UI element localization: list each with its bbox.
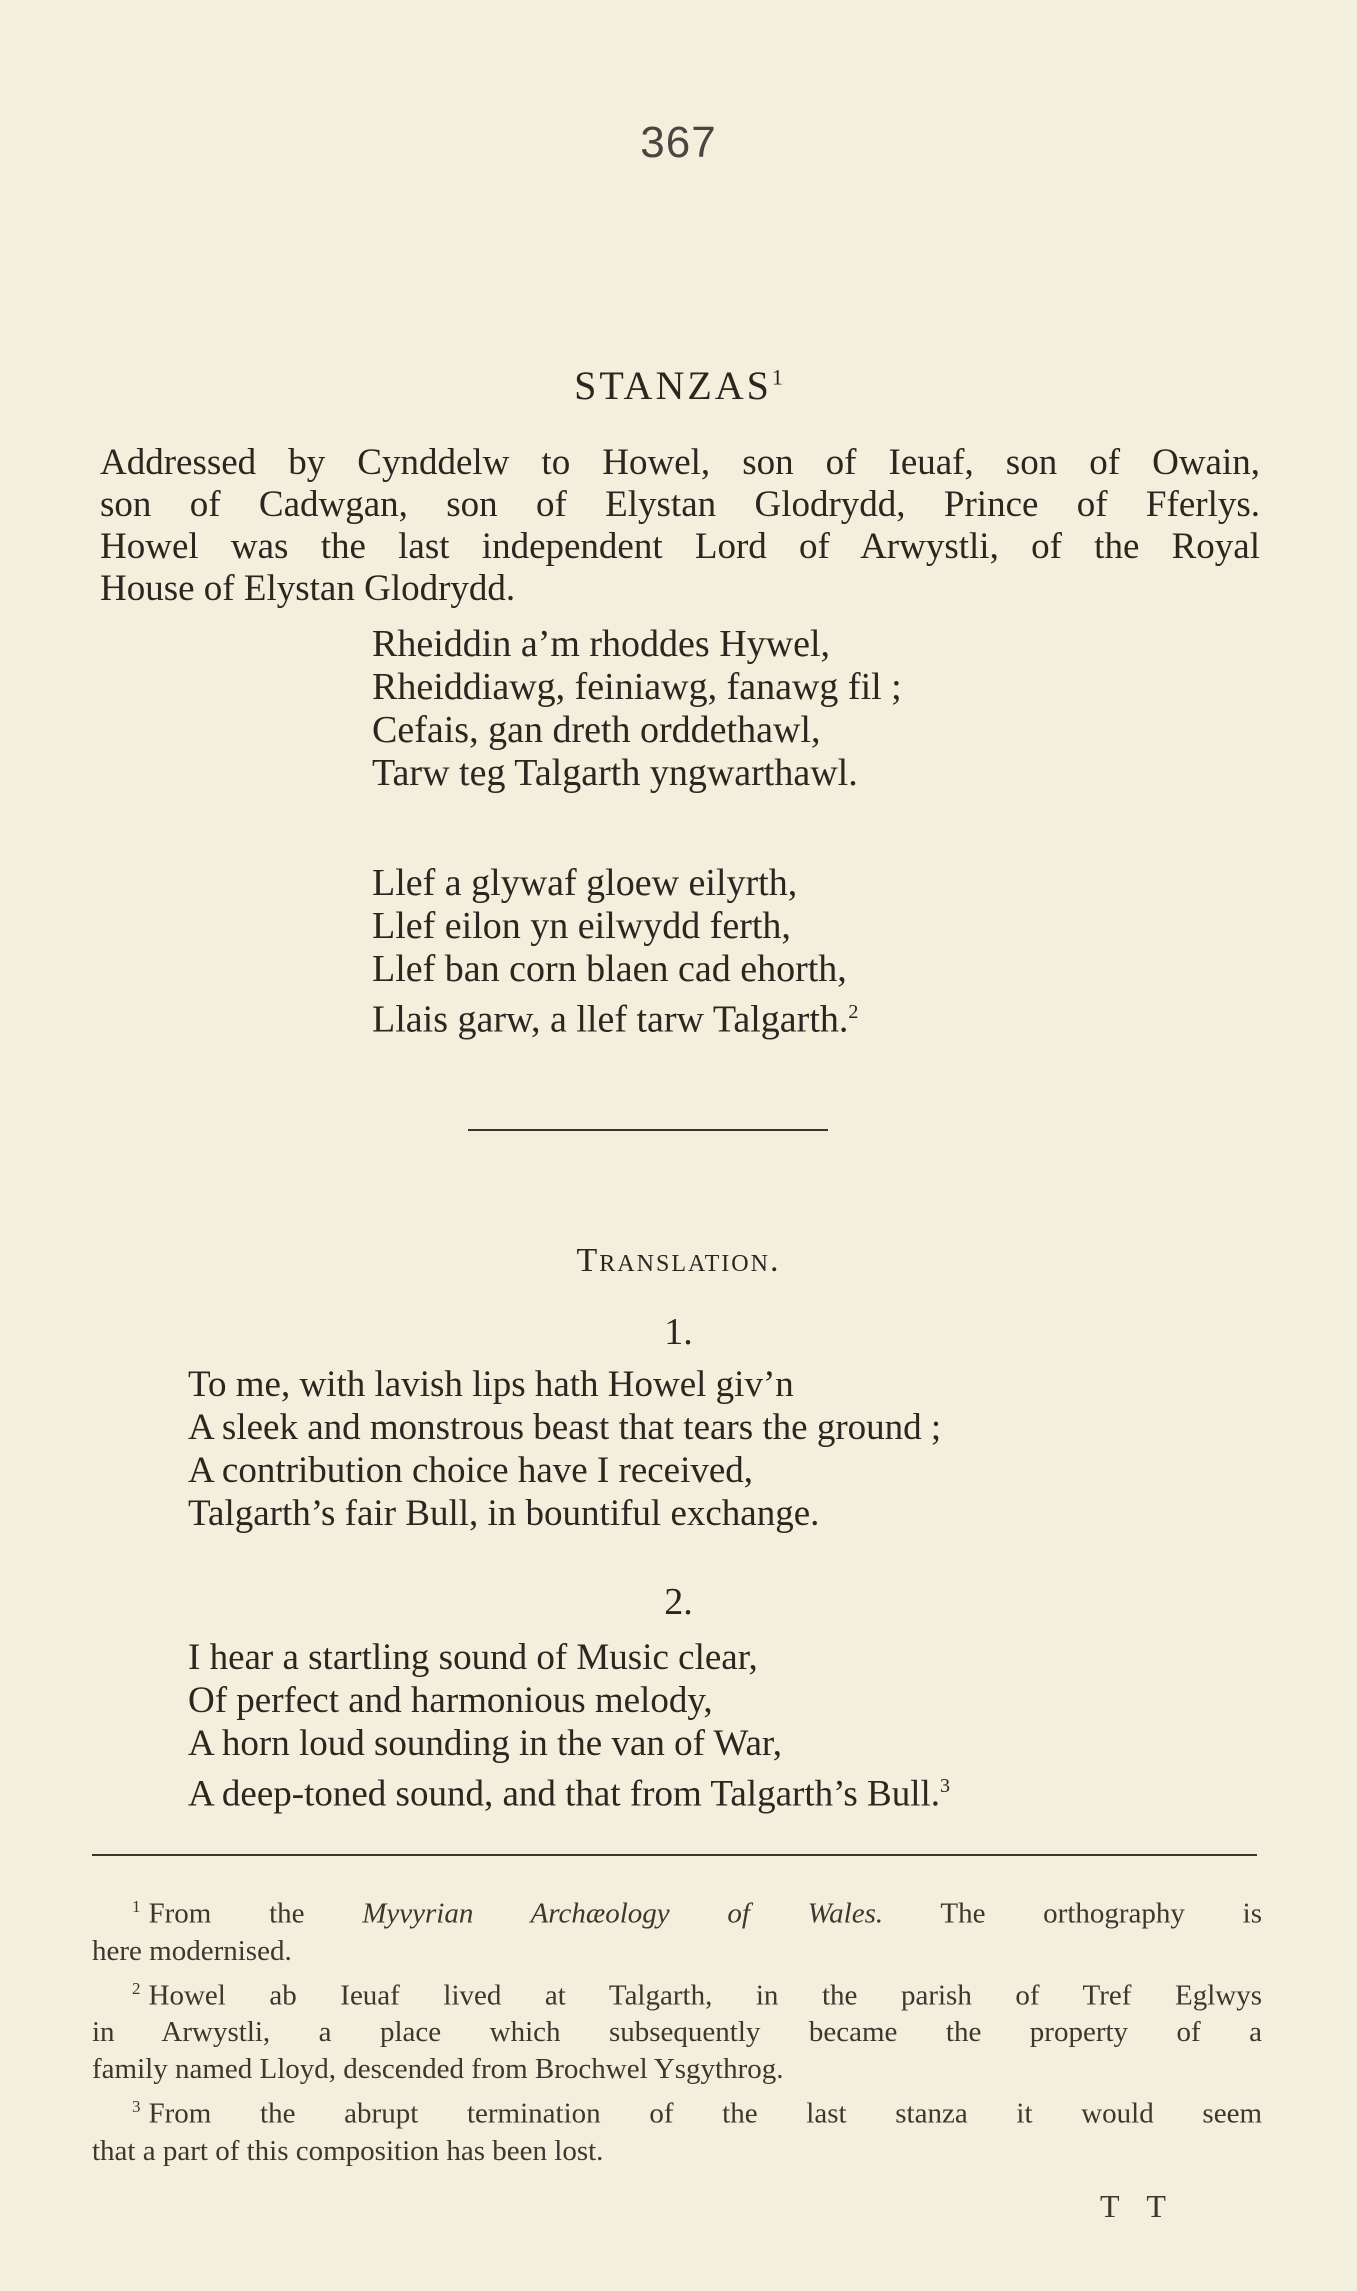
verse-line: Llef a glywaf gloew eilyrth, — [372, 862, 798, 904]
welsh-stanza-2 — [372, 862, 858, 1042]
verse-line: Of perfect and harmonious melody, — [188, 1680, 713, 1721]
signature-mark: T T — [1100, 2188, 1176, 2224]
intro-line: Addressed by Cynddelw to Howel, son of Ieuaf, son of Owain, — [100, 442, 1260, 483]
footnote-1-line — [92, 1888, 1262, 1933]
footnote-mark-2: 2 — [848, 1001, 859, 1023]
footnote-text: From the abrupt termination of the last stanza it would seem — [148, 2097, 1262, 2130]
translation-stanza-number-1: 1. — [664, 1311, 693, 1353]
footnote-3-line: that a part of this composition has been lost. — [92, 2134, 604, 2167]
footnote-mark: 1 — [132, 1897, 141, 1916]
verse-line: Llef eilon yn eilwydd ferth, — [372, 905, 791, 947]
verse-line: A horn loud sounding in the van of War, — [188, 1723, 782, 1764]
section-divider — [468, 1129, 828, 1131]
footnote-2-line — [92, 1970, 1262, 2015]
page-title — [0, 362, 1357, 409]
title-footnote-mark: 1 — [771, 364, 783, 390]
verse-line: Rheiddiawg, feiniawg, fanawg fil ; — [372, 666, 902, 708]
verse-line: Llef ban corn blaen cad ehorth, — [372, 948, 847, 990]
translation-stanza-2 — [188, 1636, 950, 1815]
intro-paragraph — [100, 442, 1260, 610]
footnote-2-line: in Arwystli, a place which subsequently became the property of a — [92, 2016, 1262, 2049]
footnote-book-title: Myvyrian Archæology of Wales. — [362, 1897, 884, 1930]
translation-stanza-1 — [188, 1363, 941, 1535]
verse-line — [372, 991, 858, 1042]
verse-line: Cefais, gan dreth orddethawl, — [372, 709, 821, 751]
footnote-mark: 2 — [132, 1978, 141, 1998]
intro-line: House of Elystan Glodrydd. — [100, 568, 516, 609]
verse-line: To me, with lavish lips hath Howel giv’n — [188, 1364, 794, 1405]
footnote-1-line: here modernised. — [92, 1934, 292, 1967]
verse-line: A contribution choice have I received, — [188, 1450, 754, 1491]
verse-line: A sleek and monstrous beast that tears the ground ; — [188, 1407, 942, 1448]
footnote-3-line — [92, 2088, 1262, 2133]
translation-stanza-number-2: 2. — [664, 1581, 693, 1623]
intro-line: Howel was the last independent Lord of Arwystli, of the Royal — [100, 526, 1260, 567]
footnote-text: From the — [148, 1897, 363, 1930]
verse-text: A deep-toned sound, and that from Talgarth’s Bull. — [188, 1773, 941, 1815]
footnote-divider — [92, 1854, 1257, 1856]
footnote-mark-3: 3 — [940, 1775, 951, 1797]
footnote-text: The orthography is — [883, 1897, 1262, 1930]
page-number: 367 — [640, 118, 717, 167]
footnote-text: Howel ab Ieuaf lived at Talgarth, in the parish of Tref Eglwys — [148, 1979, 1262, 2012]
verse-text: Llais garw, a llef tarw Talgarth. — [372, 998, 849, 1041]
welsh-stanza-1 — [372, 623, 902, 795]
footnote-mark: 3 — [132, 2097, 141, 2117]
footnote-2-line: family named Lloyd, descended from Brochwel Ysgythrog. — [92, 2053, 784, 2086]
translation-heading: Translation. — [576, 1242, 781, 1279]
verse-line: Tarw teg Talgarth yngwarthawl. — [372, 752, 858, 794]
verse-line: Talgarth’s fair Bull, in bountiful exchange. — [188, 1493, 820, 1534]
verse-line — [188, 1765, 950, 1815]
verse-line: I hear a startling sound of Music clear, — [188, 1637, 758, 1678]
footnotes — [92, 1888, 1262, 2170]
intro-line: son of Cadwgan, son of Elystan Glodrydd, Prince of Fferlys. — [100, 484, 1260, 525]
title-text: STANZAS — [574, 363, 772, 408]
verse-line: Rheiddin a’m rhoddes Hywel, — [372, 623, 831, 665]
